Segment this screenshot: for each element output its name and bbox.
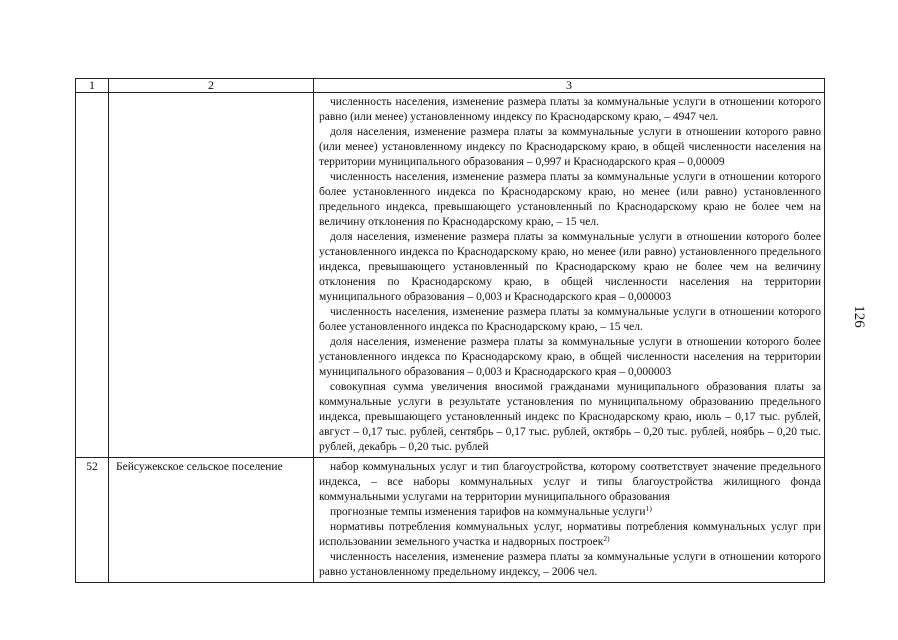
footnote-marker: 1): [645, 504, 652, 513]
indicators-cell: [314, 458, 825, 583]
row-number: 52: [76, 458, 109, 583]
indicator-paragraph: набор коммунальных услуг и тип благоустройства, которому соответствует значение предельного индекса, – все наборы коммунальных услуг и типы благоустройства жилищного фонда коммунальными услугами на территории муниципального образования: [319, 461, 821, 503]
document-table: [75, 78, 825, 583]
indicators-cell: [314, 93, 825, 458]
indicator-paragraph: доля населения, изменение размера платы за коммунальные услуги в отношении которого более установленного индекса по Краснодарскому краю, в общей численности населения на территории муниципального образования – 0,003 и Краснодарского края – 0,000003: [319, 336, 821, 378]
indicator-paragraph: прогнозные темпы изменения тарифов на коммунальные услуги$^{1)}$: [330, 504, 652, 518]
table-row: [76, 93, 825, 458]
row-number: [76, 93, 109, 458]
indicator-paragraph: нормативы потребления коммунальных услуг, нормативы потребления коммунальных услуг при использовании земельного участка и надворных построек$^{2)}$: [319, 521, 821, 548]
indicator-paragraph: численность населения, изменение размера платы за коммунальные услуги в отношении которого равно (или менее) установленному индексу по Краснодарскому краю, – 4947 чел.: [319, 96, 821, 123]
indicator-paragraph: численность населения, изменение размера платы за коммунальные услуги в отношении которого равно установленному предельному индексу, – 2006 чел.: [319, 551, 821, 578]
indicator-paragraph: доля населения, изменение размера платы за коммунальные услуги в отношении которого более установленного индекса по Краснодарскому краю, но менее (или равно) установленного предельного индекса, превышающего установленный по Краснодарскому краю не более чем на величину отклонения по Краснодарскому краю, в общей численности населения на территории муниципального образования – 0,003 и Краснодарского края – 0,000003: [319, 231, 821, 303]
column-number-2: 2: [109, 79, 314, 93]
table-row: [76, 458, 825, 583]
indicator-paragraph: доля населения, изменение размера платы за коммунальные услуги в отношении которого равно (или менее) установленному индексу по Краснодарскому краю, в общей численности населения на территории муниципального образования – 0,997 и Краснодарского края – 0,00009: [319, 126, 821, 168]
indicator-paragraph: совокупная сумма увеличения вносимой гражданами муниципального образования платы за коммунальные услуги в результате установления по муниципальному образованию предельного индекса, превышающего установленный индекс по Краснодарскому краю, июль – 0,17 тыс. рублей, август – 0,17 тыс. рублей, сентябрь – 0,17 тыс. рублей, октябрь – 0,20 тыс. рублей, ноябрь – 0,20 тыс. рублей, декабрь – 0,20 тыс. рублей: [319, 381, 821, 453]
footnote-marker: 2): [603, 534, 610, 543]
page-number: 126: [850, 305, 867, 328]
indicator-paragraph: численность населения, изменение размера платы за коммунальные услуги в отношении которого более установленного индекса по Краснодарскому краю, но менее (или равно) установленного предельного индекса, превышающего установленный по Краснодарскому краю не более чем на величину отклонения по Краснодарскому краю, – 15 чел.: [319, 171, 821, 228]
indicator-paragraph: численность населения, изменение размера платы за коммунальные услуги в отношении которого более установленного индекса по Краснодарскому краю, – 15 чел.: [319, 306, 821, 333]
column-number-row: [76, 79, 825, 93]
column-number-1: 1: [76, 79, 109, 93]
municipality-name: Бейсужекское сельское поселение: [109, 458, 314, 583]
column-number-3: 3: [314, 79, 825, 93]
municipality-name: [109, 93, 314, 458]
